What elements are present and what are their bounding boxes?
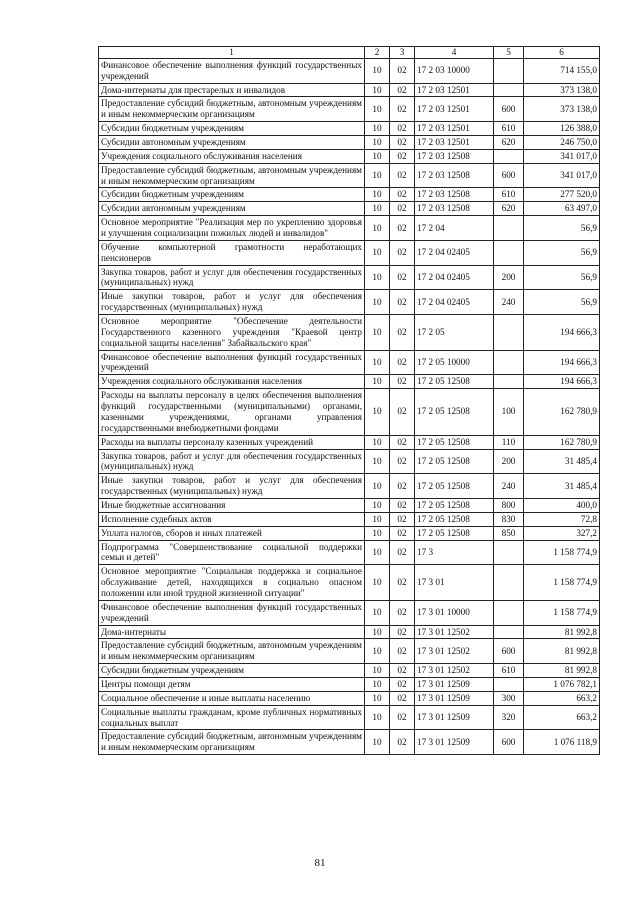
target-article-cell: 17 2 04 02405 (415, 265, 494, 290)
row-name-cell: Субсидии бюджетным учреждениям (99, 188, 365, 202)
header-col-6: 6 (524, 47, 600, 59)
table-row (99, 474, 600, 499)
target-article-cell: 17 2 05 12508 (415, 498, 494, 512)
subsection-code-cell: 02 (390, 512, 415, 526)
target-article-cell: 17 2 03 12501 (415, 136, 494, 150)
target-article-cell: 17 2 05 12508 (415, 512, 494, 526)
amount-cell: 162 780,9 (524, 435, 600, 449)
target-article-cell: 17 2 05 (415, 315, 494, 351)
section-code-cell: 10 (365, 526, 390, 540)
amount-cell: 373 138,0 (524, 83, 600, 97)
table-row (99, 600, 600, 625)
row-name-cell: Субсидии бюджетным учреждениям (99, 664, 365, 678)
expense-type-cell: 620 (494, 136, 524, 150)
budget-table-body (99, 47, 600, 755)
expense-type-cell: 240 (494, 290, 524, 315)
section-code-cell: 10 (365, 389, 390, 435)
row-name-cell: Центры помощи детям (99, 677, 365, 691)
target-article-cell: 17 3 01 12509 (415, 705, 494, 730)
target-article-cell: 17 3 (415, 540, 494, 565)
subsection-code-cell: 02 (390, 677, 415, 691)
target-article-cell: 17 3 01 (415, 565, 494, 601)
subsection-code-cell: 02 (390, 202, 415, 216)
subsection-code-cell: 02 (390, 664, 415, 678)
header-col-3: 3 (390, 47, 415, 59)
table-row (99, 290, 600, 315)
expense-type-cell: 610 (494, 664, 524, 678)
row-name-cell: Иные бюджетные ассигнования (99, 498, 365, 512)
section-code-cell: 10 (365, 498, 390, 512)
amount-cell: 56,9 (524, 240, 600, 265)
row-name-cell: Расходы на выплаты персоналу казенных учреждений (99, 435, 365, 449)
expense-type-cell: 110 (494, 435, 524, 449)
row-name-cell: Предоставление субсидий бюджетным, автономным учреждениям и иным некоммерческим организациям (99, 97, 365, 122)
row-name-cell: Предоставление субсидий бюджетным, автономным учреждениям и иным некоммерческим организациям (99, 639, 365, 664)
expense-type-cell: 830 (494, 512, 524, 526)
row-name-cell: Субсидии бюджетным учреждениям (99, 122, 365, 136)
amount-cell: 194 666,3 (524, 375, 600, 389)
target-article-cell: 17 3 01 12502 (415, 639, 494, 664)
target-article-cell: 17 3 01 12502 (415, 664, 494, 678)
subsection-code-cell: 02 (390, 350, 415, 375)
expense-type-cell (494, 625, 524, 639)
subsection-code-cell: 02 (390, 136, 415, 150)
amount-cell: 373 138,0 (524, 97, 600, 122)
table-row (99, 149, 600, 163)
section-code-cell: 10 (365, 149, 390, 163)
subsection-code-cell: 02 (390, 97, 415, 122)
amount-cell: 1 076 782,1 (524, 677, 600, 691)
subsection-code-cell: 02 (390, 389, 415, 435)
table-row (99, 136, 600, 150)
subsection-code-cell: 02 (390, 122, 415, 136)
amount-cell: 56,9 (524, 216, 600, 241)
target-article-cell: 17 2 05 12508 (415, 526, 494, 540)
row-name-cell: Дома-интернаты (99, 625, 365, 639)
table-row (99, 565, 600, 601)
expense-type-cell: 320 (494, 705, 524, 730)
row-name-cell: Подпрограмма "Совершенствование социальной поддержки семьи и детей" (99, 540, 365, 565)
table-row (99, 449, 600, 474)
table-row (99, 664, 600, 678)
table-row (99, 188, 600, 202)
section-code-cell: 10 (365, 730, 390, 755)
table-row (99, 512, 600, 526)
target-article-cell: 17 2 03 12508 (415, 188, 494, 202)
table-row (99, 540, 600, 565)
expense-type-cell (494, 149, 524, 163)
amount-cell: 1 076 118,9 (524, 730, 600, 755)
table-row (99, 730, 600, 755)
expense-type-cell: 610 (494, 122, 524, 136)
table-row (99, 265, 600, 290)
expense-type-cell: 200 (494, 449, 524, 474)
table-row (99, 350, 600, 375)
row-name-cell: Финансовое обеспечение выполнения функций государственных учреждений (99, 350, 365, 375)
table-row (99, 526, 600, 540)
amount-cell: 663,2 (524, 691, 600, 705)
row-name-cell: Закупка товаров, работ и услуг для обеспечения государственных (муниципальных) нужд (99, 449, 365, 474)
table-row (99, 240, 600, 265)
table-row (99, 122, 600, 136)
section-code-cell: 10 (365, 265, 390, 290)
table-row (99, 677, 600, 691)
table-row (99, 163, 600, 188)
row-name-cell: Обучение компьютерной грамотности неработающих пенсионеров (99, 240, 365, 265)
subsection-code-cell: 02 (390, 315, 415, 351)
expense-type-cell (494, 600, 524, 625)
expense-type-cell (494, 350, 524, 375)
subsection-code-cell: 02 (390, 265, 415, 290)
expense-type-cell (494, 565, 524, 601)
amount-cell: 56,9 (524, 265, 600, 290)
target-article-cell: 17 3 01 12509 (415, 730, 494, 755)
section-code-cell: 10 (365, 435, 390, 449)
subsection-code-cell: 02 (390, 83, 415, 97)
section-code-cell: 10 (365, 600, 390, 625)
target-article-cell: 17 2 05 12508 (415, 474, 494, 499)
subsection-code-cell: 02 (390, 730, 415, 755)
table-row (99, 498, 600, 512)
row-name-cell: Основное мероприятие "Социальная поддержка и социальное обслуживание детей, находящихся в социально опасном положении или иной трудной жизненной ситуации" (99, 565, 365, 601)
amount-cell: 31 485,4 (524, 474, 600, 499)
section-code-cell: 10 (365, 639, 390, 664)
section-code-cell: 10 (365, 83, 390, 97)
section-code-cell: 10 (365, 375, 390, 389)
amount-cell: 341 017,0 (524, 163, 600, 188)
target-article-cell: 17 2 03 12501 (415, 122, 494, 136)
target-article-cell: 17 2 05 10000 (415, 350, 494, 375)
section-code-cell: 10 (365, 202, 390, 216)
subsection-code-cell: 02 (390, 526, 415, 540)
table-row (99, 625, 600, 639)
header-col-4: 4 (415, 47, 494, 59)
subsection-code-cell: 02 (390, 600, 415, 625)
header-row (99, 47, 600, 59)
table-row (99, 315, 600, 351)
table-row (99, 691, 600, 705)
expense-type-cell: 100 (494, 389, 524, 435)
section-code-cell: 10 (365, 97, 390, 122)
subsection-code-cell: 02 (390, 565, 415, 601)
target-article-cell: 17 2 05 12508 (415, 449, 494, 474)
expense-type-cell (494, 375, 524, 389)
subsection-code-cell: 02 (390, 216, 415, 241)
subsection-code-cell: 02 (390, 163, 415, 188)
table-row (99, 83, 600, 97)
target-article-cell: 17 2 04 02405 (415, 290, 494, 315)
amount-cell: 31 485,4 (524, 449, 600, 474)
row-name-cell: Основное мероприятие "Реализация мер по укреплению здоровья и улучшения социализации пожилых людей и инвалидов" (99, 216, 365, 241)
row-name-cell: Уплата налогов, сборов и иных платежей (99, 526, 365, 540)
subsection-code-cell: 02 (390, 188, 415, 202)
section-code-cell: 10 (365, 136, 390, 150)
section-code-cell: 10 (365, 240, 390, 265)
subsection-code-cell: 02 (390, 149, 415, 163)
page-number: 81 (314, 857, 326, 869)
table-row (99, 375, 600, 389)
amount-cell: 81 992,8 (524, 664, 600, 678)
expense-type-cell: 600 (494, 730, 524, 755)
expense-type-cell (494, 540, 524, 565)
amount-cell: 162 780,9 (524, 389, 600, 435)
row-name-cell: Субсидии автономным учреждениям (99, 202, 365, 216)
expense-type-cell: 610 (494, 188, 524, 202)
row-name-cell: Учреждения социального обслуживания населения (99, 375, 365, 389)
amount-cell: 714 155,0 (524, 58, 600, 83)
row-name-cell: Социальное обеспечение и иные выплаты населению (99, 691, 365, 705)
section-code-cell: 10 (365, 163, 390, 188)
section-code-cell: 10 (365, 540, 390, 565)
amount-cell: 81 992,8 (524, 639, 600, 664)
section-code-cell: 10 (365, 188, 390, 202)
section-code-cell: 10 (365, 122, 390, 136)
header-col-5: 5 (494, 47, 524, 59)
target-article-cell: 17 2 03 12501 (415, 83, 494, 97)
row-name-cell: Расходы на выплаты персоналу в целях обеспечения выполнения функций государственными (муниципальными) органами, казенными учреждениями, органами управления государственными внебюджетными фондами (99, 389, 365, 435)
row-name-cell: Финансовое обеспечение выполнения функций государственных учреждений (99, 58, 365, 83)
row-name-cell: Исполнение судебных актов (99, 512, 365, 526)
subsection-code-cell: 02 (390, 498, 415, 512)
target-article-cell: 17 2 04 (415, 216, 494, 241)
table-row (99, 639, 600, 664)
amount-cell: 1 158 774,9 (524, 600, 600, 625)
expense-type-cell (494, 240, 524, 265)
amount-cell: 81 992,8 (524, 625, 600, 639)
row-name-cell: Учреждения социального обслуживания населения (99, 149, 365, 163)
target-article-cell: 17 2 05 12508 (415, 435, 494, 449)
target-article-cell: 17 2 03 10000 (415, 58, 494, 83)
section-code-cell: 10 (365, 664, 390, 678)
table-row (99, 58, 600, 83)
expense-type-cell: 800 (494, 498, 524, 512)
expense-type-cell (494, 315, 524, 351)
amount-cell: 327,2 (524, 526, 600, 540)
row-name-cell: Иные закупки товаров, работ и услуг для обеспечения государственных (муниципальных) нужд (99, 290, 365, 315)
header-col-1: 1 (99, 47, 365, 59)
expense-type-cell: 200 (494, 265, 524, 290)
amount-cell: 72,8 (524, 512, 600, 526)
subsection-code-cell: 02 (390, 639, 415, 664)
amount-cell: 194 666,3 (524, 350, 600, 375)
section-code-cell: 10 (365, 216, 390, 241)
section-code-cell: 10 (365, 449, 390, 474)
section-code-cell: 10 (365, 290, 390, 315)
subsection-code-cell: 02 (390, 691, 415, 705)
row-name-cell: Социальные выплаты гражданам, кроме публичных нормативных социальных выплат (99, 705, 365, 730)
section-code-cell: 10 (365, 474, 390, 499)
amount-cell: 246 750,0 (524, 136, 600, 150)
subsection-code-cell: 02 (390, 540, 415, 565)
subsection-code-cell: 02 (390, 240, 415, 265)
expense-type-cell (494, 216, 524, 241)
subsection-code-cell: 02 (390, 705, 415, 730)
target-article-cell: 17 2 05 12508 (415, 389, 494, 435)
amount-cell: 56,9 (524, 290, 600, 315)
target-article-cell: 17 3 01 12502 (415, 625, 494, 639)
row-name-cell: Предоставление субсидий бюджетным, автономным учреждениям и иным некоммерческим организациям (99, 163, 365, 188)
target-article-cell: 17 2 05 12508 (415, 375, 494, 389)
row-name-cell: Закупка товаров, работ и услуг для обеспечения государственных (муниципальных) нужд (99, 265, 365, 290)
expense-type-cell (494, 58, 524, 83)
row-name-cell: Иные закупки товаров, работ и услуг для обеспечения государственных (муниципальных) нужд (99, 474, 365, 499)
amount-cell: 63 497,0 (524, 202, 600, 216)
expense-type-cell: 600 (494, 163, 524, 188)
row-name-cell: Предоставление субсидий бюджетным, автономным учреждениям и иным некоммерческим организациям (99, 730, 365, 755)
section-code-cell: 10 (365, 58, 390, 83)
expense-type-cell (494, 677, 524, 691)
expense-type-cell: 240 (494, 474, 524, 499)
row-name-cell: Основное мероприятие "Обеспечение деятельности Государственного казенного учреждения "Краевой центр социальной защиты населения" Забайкальского края" (99, 315, 365, 351)
row-name-cell: Дома-интернаты для престарелых и инвалидов (99, 83, 365, 97)
budget-table (98, 46, 600, 755)
section-code-cell: 10 (365, 350, 390, 375)
section-code-cell: 10 (365, 565, 390, 601)
subsection-code-cell: 02 (390, 449, 415, 474)
table-row (99, 202, 600, 216)
amount-cell: 341 017,0 (524, 149, 600, 163)
subsection-code-cell: 02 (390, 58, 415, 83)
target-article-cell: 17 3 01 12509 (415, 691, 494, 705)
subsection-code-cell: 02 (390, 375, 415, 389)
section-code-cell: 10 (365, 625, 390, 639)
target-article-cell: 17 2 03 12508 (415, 163, 494, 188)
expense-type-cell: 300 (494, 691, 524, 705)
expense-type-cell: 600 (494, 97, 524, 122)
header-col-2: 2 (365, 47, 390, 59)
section-code-cell: 10 (365, 315, 390, 351)
amount-cell: 400,0 (524, 498, 600, 512)
target-article-cell: 17 3 01 12509 (415, 677, 494, 691)
table-row (99, 435, 600, 449)
target-article-cell: 17 3 01 10000 (415, 600, 494, 625)
expense-type-cell: 850 (494, 526, 524, 540)
subsection-code-cell: 02 (390, 474, 415, 499)
subsection-code-cell: 02 (390, 435, 415, 449)
expense-type-cell (494, 83, 524, 97)
amount-cell: 1 158 774,9 (524, 565, 600, 601)
table-row (99, 705, 600, 730)
target-article-cell: 17 2 03 12508 (415, 202, 494, 216)
section-code-cell: 10 (365, 691, 390, 705)
subsection-code-cell: 02 (390, 290, 415, 315)
row-name-cell: Субсидии автономным учреждениям (99, 136, 365, 150)
amount-cell: 194 666,3 (524, 315, 600, 351)
target-article-cell: 17 2 03 12508 (415, 149, 494, 163)
target-article-cell: 17 2 04 02405 (415, 240, 494, 265)
amount-cell: 277 520,0 (524, 188, 600, 202)
section-code-cell: 10 (365, 512, 390, 526)
table-row (99, 216, 600, 241)
expense-type-cell: 620 (494, 202, 524, 216)
target-article-cell: 17 2 03 12501 (415, 97, 494, 122)
table-row (99, 389, 600, 435)
row-name-cell: Финансовое обеспечение выполнения функций государственных учреждений (99, 600, 365, 625)
amount-cell: 1 158 774,9 (524, 540, 600, 565)
subsection-code-cell: 02 (390, 625, 415, 639)
section-code-cell: 10 (365, 677, 390, 691)
amount-cell: 663,2 (524, 705, 600, 730)
amount-cell: 126 388,0 (524, 122, 600, 136)
table-row (99, 97, 600, 122)
expense-type-cell: 600 (494, 639, 524, 664)
section-code-cell: 10 (365, 705, 390, 730)
